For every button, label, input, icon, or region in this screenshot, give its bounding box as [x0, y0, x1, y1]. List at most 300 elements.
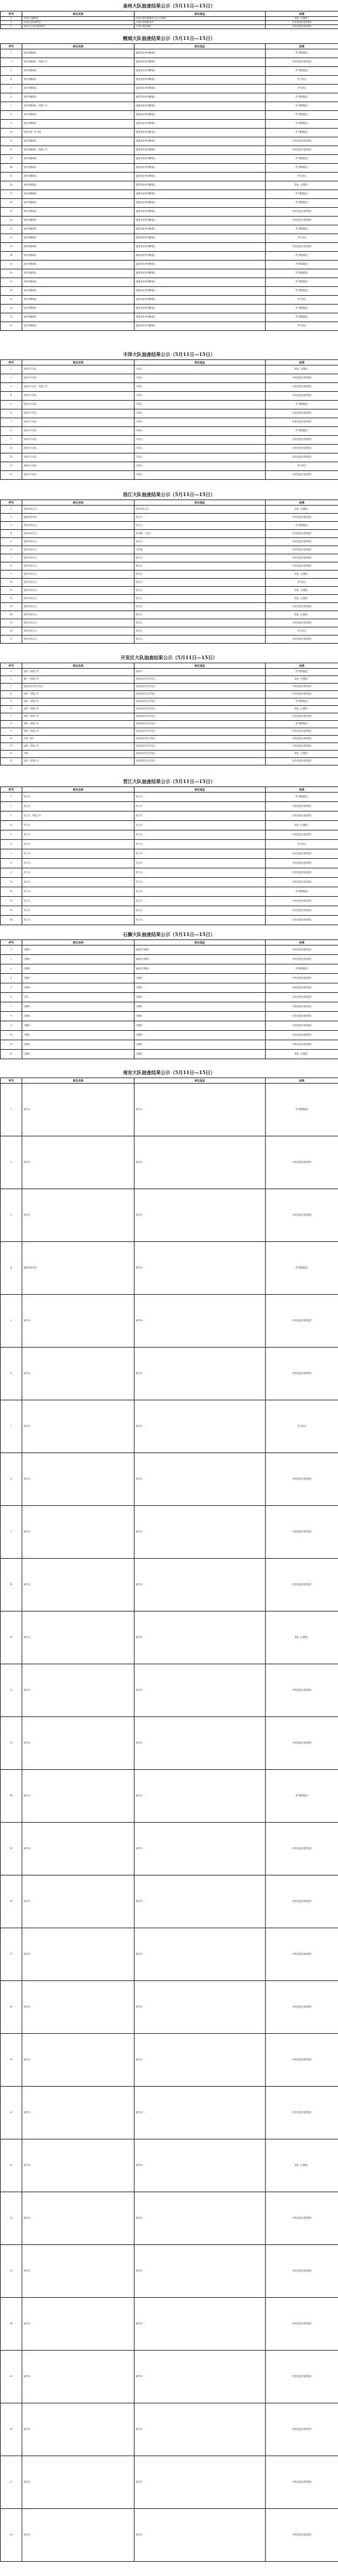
- column-header: 序号: [1, 500, 22, 506]
- unit-name: 石狮市...: [22, 983, 135, 993]
- unit-address: 洛江区...: [135, 562, 266, 571]
- unit-name: 泉州市丰泽区...: [22, 365, 135, 374]
- row-number: 12: [1, 751, 22, 758]
- table-row: [1, 946, 338, 955]
- unit-name: 石狮市...: [22, 1002, 135, 1012]
- result: 未发现违法违规情况: [266, 546, 338, 554]
- table-row: [1, 751, 338, 758]
- unit-name: 泉州市洛江区...: [22, 619, 135, 627]
- row-number: 11: [1, 1612, 22, 1664]
- unit-name: 泉州市鲤城区...: [22, 261, 135, 269]
- table-row: [1, 1242, 338, 1295]
- table-header-row: [1, 44, 338, 49]
- result: 未发现违法违规情况: [266, 409, 338, 418]
- result: 其他（已整改）: [266, 506, 338, 514]
- unit-address: 晋江市...: [135, 849, 266, 859]
- result: 责令限期改正: [266, 278, 338, 287]
- row-number: 7: [1, 418, 22, 427]
- column-header: 序号: [1, 360, 22, 365]
- section-title: 丰泽大队抽查结果公示（5月11日—15日）: [122, 351, 216, 357]
- unit-address: 晋江市...: [135, 812, 266, 821]
- table-row: [1, 217, 338, 225]
- row-number: 6: [1, 546, 22, 554]
- row-number: 7: [1, 554, 22, 562]
- table-row: [1, 728, 338, 736]
- unit-name: 泉州市丰泽区...有限公司: [22, 383, 135, 392]
- unit-address: 石狮市...: [135, 1002, 266, 1012]
- result: 责令限期改正: [266, 93, 338, 102]
- table-row: [1, 579, 338, 587]
- unit-address: 南安市...: [135, 1242, 266, 1295]
- row-number: 3: [1, 812, 22, 821]
- unit-name: 石狮市...: [22, 974, 135, 983]
- unit-address: 泉州经济技术开发区...: [135, 721, 266, 728]
- unit-address: 福建省泉州市鲤城区...: [135, 261, 266, 269]
- row-number: 28: [1, 287, 22, 296]
- result: 未发现违法违规情况: [266, 530, 338, 538]
- unit-address: 晋江市...: [135, 793, 266, 802]
- unit-name: 泉州市鲤城区...: [22, 67, 135, 76]
- unit-address: 福建省泉州市鲤城区...: [135, 305, 266, 313]
- row-number: 31: [1, 313, 22, 322]
- unit-name: 泉州市丰泽区...: [22, 374, 135, 383]
- unit-name: 南安市...: [22, 1717, 135, 1770]
- column-header: 序号: [1, 44, 22, 49]
- unit-name: 晋江市...: [22, 840, 135, 849]
- row-number: 7: [1, 1400, 22, 1453]
- table-row: [1, 453, 338, 462]
- table-row: [1, 287, 338, 296]
- unit-address: 泉州经济技术开发区...: [135, 728, 266, 736]
- table-row: [1, 278, 338, 287]
- table-row: [1, 269, 338, 278]
- unit-address: 福建省泉州市鲤城区...: [135, 155, 266, 164]
- row-number: 13: [1, 471, 22, 480]
- table-row: [1, 2034, 338, 2087]
- row-number: 8: [1, 1012, 22, 1021]
- table-row: [1, 1295, 338, 1348]
- row-number: 2: [1, 955, 22, 964]
- result: 责令限期改正: [266, 49, 338, 58]
- result: 其他（已整改）: [266, 181, 338, 190]
- table-row: [1, 2351, 338, 2403]
- row-number: 12: [1, 897, 22, 906]
- result: 未发现违法违规情况: [266, 830, 338, 840]
- table-row: [1, 571, 338, 579]
- result: 未发现违法违规情况: [266, 812, 338, 821]
- results-table: [0, 499, 338, 644]
- column-header: 结果: [266, 44, 338, 49]
- row-number: 1: [1, 793, 22, 802]
- result: 未发现违法违规情况: [266, 146, 338, 155]
- result: 未发现违法违规情况: [266, 691, 338, 698]
- table-row: [1, 530, 338, 538]
- unit-address: 南安市...: [135, 1823, 266, 1875]
- result: 其他（已整改）: [266, 676, 338, 684]
- table-header-row: [1, 500, 338, 506]
- row-number: 5: [1, 538, 22, 546]
- unit-name: 南安市...: [22, 1928, 135, 1981]
- row-number: 6: [1, 840, 22, 849]
- unit-name: 南安市...: [22, 1084, 135, 1136]
- result: 责令限期改正: [266, 305, 338, 313]
- result: 未发现违法违规情况: [266, 392, 338, 401]
- result: 未发现违法违规情况: [266, 445, 338, 453]
- row-number: 4: [1, 1242, 22, 1295]
- unit-name: 福建省南安市...: [22, 1242, 135, 1295]
- table-row: [1, 85, 338, 93]
- row-number: 7: [1, 102, 22, 111]
- row-number: 25: [1, 261, 22, 269]
- column-header: 单位地址: [135, 663, 266, 669]
- unit-address: 福建省泉州市鲤城区...: [135, 208, 266, 217]
- row-number: 1: [1, 49, 22, 58]
- unit-name: 泉州市鲤城区...: [22, 322, 135, 331]
- table-row: [1, 1770, 338, 1823]
- result: 责令改正: [266, 627, 338, 636]
- row-number: 10: [1, 1559, 22, 1612]
- unit-address: 石狮市...: [135, 983, 266, 993]
- result: 责令改正: [266, 1400, 338, 1453]
- result: 责令改正: [266, 840, 338, 849]
- section-1: [0, 1, 338, 29]
- unit-address: 福建省泉州市鲤城区...: [135, 234, 266, 243]
- unit-name: 泉州市鲤城区...: [22, 120, 135, 129]
- table-row: [1, 313, 338, 322]
- unit-name: 晋江市...: [22, 802, 135, 812]
- row-number: 11: [1, 453, 22, 462]
- unit-name: 泉州市鲤城区...: [22, 155, 135, 164]
- row-number: 24: [1, 2298, 22, 2351]
- table-row: [1, 383, 338, 392]
- table-row: [1, 305, 338, 313]
- unit-address: 洛江区...: [135, 595, 266, 603]
- unit-address: 福建省泉州市鲤城区...: [135, 313, 266, 322]
- unit-address: 福建省泉州市鲤城区...: [135, 296, 266, 305]
- table-row: [1, 199, 338, 208]
- unit-address: 福建省泉州市鲤城区...: [135, 164, 266, 173]
- unit-name: 福建省泉州市...: [22, 514, 135, 522]
- unit-address: 丰泽区城东街道...: [135, 25, 266, 29]
- row-number: 4: [1, 821, 22, 830]
- table-row: [1, 1021, 338, 1031]
- result: 责令限期改正: [266, 155, 338, 164]
- table-row: [1, 1189, 338, 1242]
- row-number: 2: [1, 21, 22, 25]
- row-number: 14: [1, 611, 22, 619]
- unit-name: 泉州市鲤城区...: [22, 287, 135, 296]
- unit-name: 晋江市...: [22, 897, 135, 906]
- unit-name: 泉州市鲤城区...: [22, 199, 135, 208]
- result: 责令限期改正: [266, 102, 338, 111]
- result: 责令限期改正: [266, 1770, 338, 1823]
- result: 责令限期改正: [266, 721, 338, 728]
- table-row: [1, 1348, 338, 1400]
- unit-name: 南安市...: [22, 1823, 135, 1875]
- result: 其他（已整改）: [266, 365, 338, 374]
- result: 未发现违法违规情况: [266, 25, 338, 29]
- unit-address: 南安市...: [135, 2139, 266, 2192]
- table-row: [1, 120, 338, 129]
- table-row: [1, 1012, 338, 1021]
- unit-name: 泉州市洛江区...: [22, 636, 135, 644]
- result: 未发现违法违规情况: [266, 1506, 338, 1559]
- unit-name: 晋江市...: [22, 859, 135, 868]
- table-row: [1, 758, 338, 765]
- unit-address: 丰泽区...: [135, 374, 266, 383]
- row-number: 9: [1, 571, 22, 579]
- unit-address: 南安市...: [135, 2403, 266, 2456]
- table-row: [1, 1031, 338, 1040]
- row-number: 18: [1, 199, 22, 208]
- unit-address: 福建省泉州市鲤城区...: [135, 58, 266, 67]
- row-number: 15: [1, 173, 22, 181]
- unit-name: 泉州市鲤城区...: [22, 93, 135, 102]
- result: 未发现违法违规情况: [266, 436, 338, 445]
- unit-name: 泉州...有限公司: [22, 728, 135, 736]
- result: 未发现违法违规情况: [266, 1664, 338, 1717]
- row-number: 20: [1, 217, 22, 225]
- table-row: [1, 636, 338, 644]
- table-row: [1, 1002, 338, 1012]
- row-number: 10: [1, 129, 22, 137]
- unit-address: 洛江区...: [135, 579, 266, 587]
- unit-name: 南安市...: [22, 2034, 135, 2087]
- table-header-row: [1, 360, 338, 365]
- result: 责令限期改正: [266, 522, 338, 530]
- results-table: [0, 939, 338, 1059]
- results-table: [0, 359, 338, 480]
- unit-address: 河市镇...工业区: [135, 530, 266, 538]
- result: 未发现违法违规情况: [266, 684, 338, 691]
- row-number: 1: [1, 669, 22, 676]
- table-row: [1, 93, 338, 102]
- table-row: [1, 146, 338, 155]
- unit-name: 泉州市洛江区...: [22, 587, 135, 595]
- row-number: 8: [1, 859, 22, 868]
- unit-name: 南安市...: [22, 1400, 135, 1453]
- table-row: [1, 129, 338, 137]
- unit-name: 泉州市鲤城区...: [22, 137, 135, 146]
- row-number: 9: [1, 1021, 22, 1031]
- unit-name: 晋江市...: [22, 868, 135, 878]
- section-3: [0, 350, 338, 480]
- table-row: [1, 1084, 338, 1136]
- row-number: 4: [1, 974, 22, 983]
- table-row: [1, 102, 338, 111]
- row-number: 11: [1, 587, 22, 595]
- unit-name: 石狮市...: [22, 1021, 135, 1031]
- unit-name: 南安市...: [22, 1875, 135, 1928]
- unit-name: 泉州市丰泽区...: [22, 436, 135, 445]
- results-table: [0, 786, 338, 925]
- row-number: 9: [1, 1506, 22, 1559]
- unit-address: 南安市...: [135, 2245, 266, 2298]
- unit-address: 福建省泉州市鲤城区...: [135, 102, 266, 111]
- unit-address: 福建省泉州市鲤城区...: [135, 190, 266, 199]
- column-header: 序号: [1, 1078, 22, 1084]
- unit-name: 泉州市洛江区...: [22, 571, 135, 579]
- table-row: [1, 878, 338, 887]
- results-table: [0, 1078, 338, 2562]
- row-number: 14: [1, 1770, 22, 1823]
- unit-address: 南安市...: [135, 1875, 266, 1928]
- row-number: 25: [1, 2351, 22, 2403]
- column-header: 结果: [266, 940, 338, 946]
- row-number: 3: [1, 383, 22, 392]
- unit-name: 泉州市鲤城区...: [22, 49, 135, 58]
- row-number: 13: [1, 1717, 22, 1770]
- row-number: 12: [1, 1050, 22, 1059]
- unit-name: 南安市...: [22, 2245, 135, 2298]
- row-number: 1: [1, 946, 22, 955]
- result: 责令改正: [266, 234, 338, 243]
- result: 未发现违法违规情况: [266, 243, 338, 252]
- unit-name: 泉州市鲤城区...: [22, 111, 135, 120]
- result: 责令改正: [266, 85, 338, 93]
- table-row: [1, 906, 338, 916]
- row-number: 4: [1, 530, 22, 538]
- row-number: 15: [1, 1823, 22, 1875]
- result: 其他（已整改）: [266, 595, 338, 603]
- unit-name: 泉州市丰泽区...: [22, 427, 135, 436]
- row-number: 8: [1, 1453, 22, 1506]
- result: 责令限期改正: [266, 67, 338, 76]
- table-row: [1, 595, 338, 603]
- unit-address: 福建省泉州市鲤城区...: [135, 129, 266, 137]
- unit-name: 石狮市...: [22, 1050, 135, 1059]
- row-number: 2: [1, 676, 22, 684]
- row-number: 23: [1, 243, 22, 252]
- result: 未发现违法违规情况: [266, 1348, 338, 1400]
- table-row: [1, 181, 338, 190]
- result: 未发现违法违规情况: [266, 859, 338, 868]
- result: 未发现违法违规情况: [266, 1021, 338, 1031]
- result: 未发现违法违规情况: [266, 897, 338, 906]
- unit-address: 泉州市...: [135, 669, 266, 676]
- unit-name: 泉州市鲤城区...: [22, 243, 135, 252]
- column-header: 单位名称: [22, 360, 135, 365]
- unit-name: 南安市...: [22, 1770, 135, 1823]
- column-header: 单位地址: [135, 787, 266, 793]
- result: 未发现违法违规情况: [266, 1717, 338, 1770]
- row-number: 19: [1, 2034, 22, 2087]
- table-row: [1, 830, 338, 840]
- unit-address: 南安市...: [135, 1506, 266, 1559]
- result: 责令改正: [266, 322, 338, 331]
- result: 未发现违法违规情况: [266, 217, 338, 225]
- column-header: 结果: [266, 12, 338, 17]
- result: 未发现违法违规情况: [266, 946, 338, 955]
- table-row: [1, 669, 338, 676]
- unit-name: 泉州市洛江区...: [22, 554, 135, 562]
- result: 未发现违法违规情况: [266, 1031, 338, 1040]
- table-row: [1, 840, 338, 849]
- table-row: [1, 698, 338, 706]
- row-number: 3: [1, 67, 22, 76]
- table-row: [1, 1040, 338, 1050]
- result: 未发现违法违规情况: [266, 2034, 338, 2087]
- result: 责令改正: [266, 579, 338, 587]
- table-row: [1, 374, 338, 383]
- unit-name: 南安市...: [22, 2192, 135, 2245]
- result: 责令限期改正: [266, 1084, 338, 1136]
- unit-address: 晋江市...: [135, 802, 266, 812]
- unit-name: 泉州市鲤城区...: [22, 305, 135, 313]
- table-row: [1, 392, 338, 401]
- section-8: [0, 1068, 338, 2562]
- unit-name: 泉州经济技术开发区...: [22, 684, 135, 691]
- unit-name: 南安市...: [22, 1348, 135, 1400]
- unit-address: 泉州经济技术开发区...: [135, 676, 266, 684]
- row-number: 10: [1, 1031, 22, 1040]
- result: 未发现违法违规情况: [266, 2351, 338, 2403]
- result: 未发现违法违规情况: [266, 868, 338, 878]
- result: 责令限期改正: [266, 190, 338, 199]
- result: 未发现违法违规情况: [266, 1875, 338, 1928]
- result: 责令限期改正: [266, 269, 338, 278]
- table-row: [1, 208, 338, 217]
- column-header: 序号: [1, 940, 22, 946]
- row-number: 3: [1, 964, 22, 974]
- unit-name: 泉州市鲤城区...: [22, 217, 135, 225]
- row-number: 27: [1, 278, 22, 287]
- table-row: [1, 538, 338, 546]
- result: 未发现违法违规情况: [266, 619, 338, 627]
- unit-address: 泉州经济技术开发区...: [135, 758, 266, 765]
- unit-name: 泉州市洛江区...: [22, 562, 135, 571]
- unit-name: 泉州市丰泽区...: [22, 462, 135, 471]
- column-header: 单位地址: [135, 44, 266, 49]
- row-number: 30: [1, 305, 22, 313]
- column-header: 单位名称: [22, 44, 135, 49]
- unit-address: 洛江区...: [135, 603, 266, 611]
- column-header: 单位名称: [22, 663, 135, 669]
- unit-address: 南安市...: [135, 1453, 266, 1506]
- unit-address: 南安市...: [135, 1189, 266, 1242]
- unit-name: 泉州市鲤城区...: [22, 225, 135, 234]
- unit-address: 南安市...: [135, 2034, 266, 2087]
- result: 责令限期改正: [266, 261, 338, 269]
- table-row: [1, 1050, 338, 1059]
- row-number: 6: [1, 93, 22, 102]
- unit-name: 晋江市...: [22, 878, 135, 887]
- row-number: 10: [1, 878, 22, 887]
- unit-address: 福建省泉州市鲤城区...: [135, 173, 266, 181]
- unit-address: 洛江区...: [135, 627, 266, 636]
- result: 未发现违法违规情况: [266, 916, 338, 925]
- unit-address: 福建省泉州市鲤城区...: [135, 137, 266, 146]
- table-row: [1, 964, 338, 974]
- table-row: [1, 418, 338, 427]
- unit-address: 晋江市...: [135, 916, 266, 925]
- unit-name: 晋江市...: [22, 821, 135, 830]
- unit-address: 南安市...: [135, 2509, 266, 2562]
- unit-name: 南安市...: [22, 2298, 135, 2351]
- result: 未发现违法违规情况: [266, 1928, 338, 1981]
- table-row: [1, 974, 338, 983]
- table-row: [1, 887, 338, 897]
- result: 责令限期改正: [266, 427, 338, 436]
- row-number: 1: [1, 1084, 22, 1136]
- unit-name: 泉州市鲤城区...有限公司: [22, 102, 135, 111]
- unit-address: 福建省泉州市鲤城区...: [135, 67, 266, 76]
- result: 其他（已整改）: [266, 751, 338, 758]
- unit-address: 南安市...: [135, 1928, 266, 1981]
- unit-address: 丰泽区城东街道津头社区平新路...: [135, 17, 266, 21]
- result: 未发现违法违规情况: [266, 1295, 338, 1348]
- unit-address: 洛江区...: [135, 587, 266, 595]
